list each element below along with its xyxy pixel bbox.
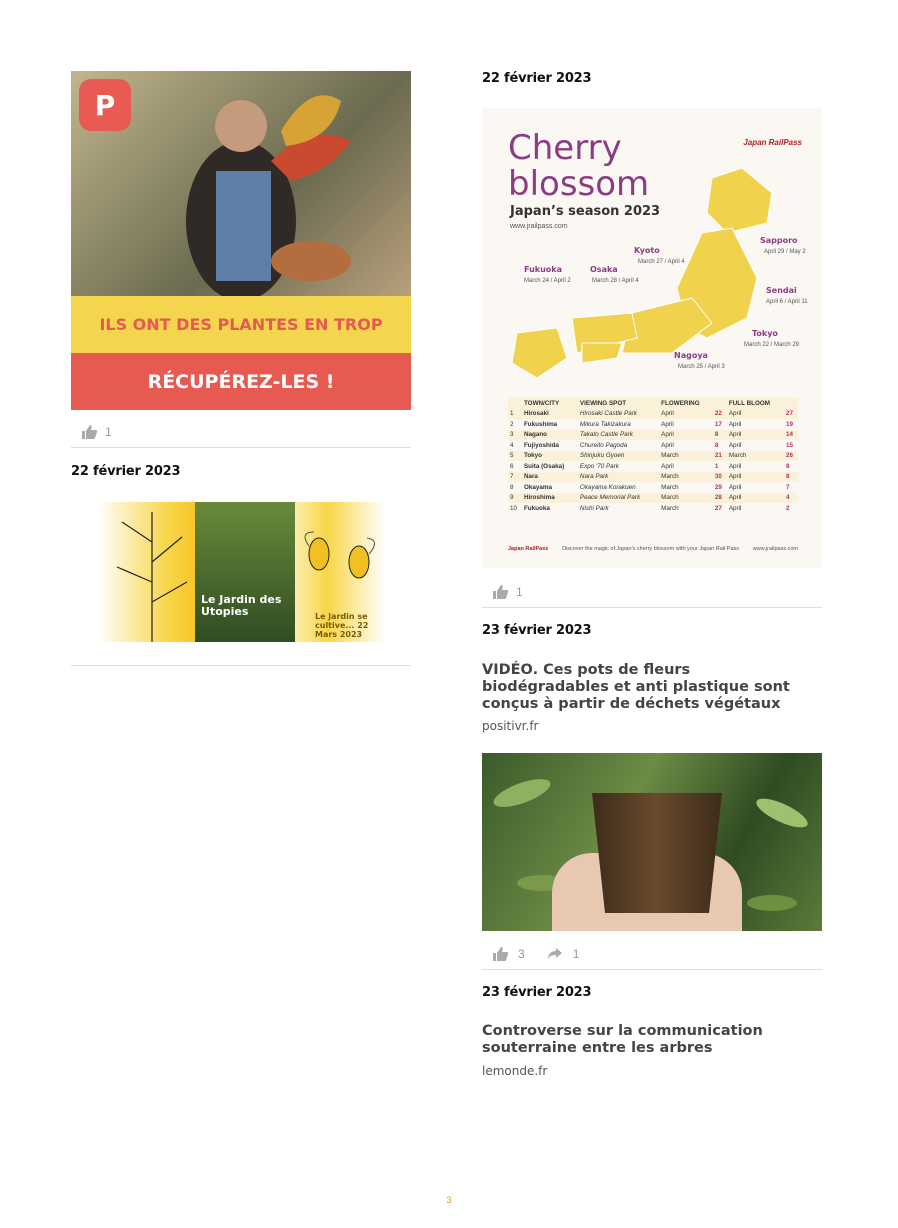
table-cell: April (727, 493, 784, 504)
table-cell: Chureito Pagoda (579, 441, 628, 449)
like-icon[interactable] (492, 947, 508, 961)
table-cell: April (727, 409, 784, 420)
header-cell (508, 398, 522, 409)
table-cell: Hiroshima (522, 493, 578, 504)
city-dates: April 29 / May 2 (764, 249, 806, 255)
table-cell: 27 (714, 504, 722, 512)
table-cell: March (659, 451, 713, 462)
infographic-title: Cherry blossom (508, 128, 650, 204)
table-cell: March (727, 451, 784, 462)
table-cell: Fukuoka (523, 504, 550, 512)
utopies-poster (195, 502, 295, 642)
article-title-link[interactable]: Controverse sur la communication souterraine entre les arbres (482, 1023, 763, 1056)
table-cell: March (661, 504, 679, 512)
table-cell: 8 (714, 441, 719, 449)
pot-reactions (482, 939, 822, 970)
header-cell: VIEWING SPOT (578, 398, 659, 409)
table-cell: Okayama Korakuen (579, 483, 636, 491)
table-cell: 19 (786, 420, 794, 428)
jrailpass-logo: Japan RailPass (743, 138, 802, 147)
header-cell: FLOWERING (659, 398, 713, 409)
table-cell: April (728, 420, 742, 428)
table-row (508, 503, 798, 514)
table-cell: Expo '70 Park (579, 462, 619, 470)
table-cell: Nagano (522, 430, 578, 441)
post-date: 23 février 2023 (482, 985, 592, 1000)
city-nagoya: Nagoya (674, 351, 708, 360)
bloom-table (508, 398, 798, 514)
promo-line-1: ILS ONT DES PLANTES EN TROP (99, 315, 383, 334)
table-cell: 8 (510, 483, 514, 491)
table-cell: 30 (713, 472, 727, 483)
header-cell: TOWN/CITY (522, 398, 578, 409)
table-cell: Suita (Osaka) (523, 462, 565, 470)
header-cell: FULL BLOOM (727, 398, 784, 409)
article-source[interactable]: lemonde.fr (482, 1064, 548, 1078)
table-cell: April (728, 462, 742, 470)
table-row (508, 493, 798, 504)
table-cell: April (661, 462, 674, 470)
table-cell: April (661, 420, 674, 428)
table-cell: March (659, 472, 713, 483)
like-count: 1 (105, 425, 112, 439)
table-cell: 4 (510, 441, 514, 449)
table-cell: Hirosaki Castle Park (578, 409, 659, 420)
table-cell: 27 (784, 409, 798, 420)
article-source[interactable]: positivr.fr (482, 719, 539, 733)
post-date: 23 février 2023 (482, 623, 592, 638)
table-row (508, 430, 798, 441)
footer-text: Discover the magic of Japan’s cherry blossom with your Japan Rail Pass (562, 546, 740, 552)
table-cell: April (661, 441, 674, 449)
city-dates: March 25 / April 3 (678, 364, 725, 370)
promo-banner-bottom (71, 353, 411, 410)
table-cell: 28 (713, 493, 727, 504)
pot (592, 793, 722, 913)
page-number: 3 (446, 1195, 452, 1205)
table-cell: Shinjuku Gyoen (578, 451, 659, 462)
table-cell: 4 (784, 493, 798, 504)
table-cell: 8 (786, 462, 790, 470)
table-cell: 15 (786, 441, 794, 449)
header-cell (784, 398, 798, 409)
city-dates: April 6 / April 11 (766, 299, 808, 305)
article-title-link[interactable]: VIDÉO. Ces pots de fleurs biodégradables et anti plastique sont conçus à partir de déchets végétaux (482, 662, 790, 712)
footer-website: www.jrailpass.com (752, 546, 798, 552)
table-cell: Nishi Park (579, 504, 609, 512)
like-icon[interactable] (81, 425, 97, 439)
jardin-utopies-image[interactable] (97, 502, 385, 642)
table-cell: 14 (784, 430, 798, 441)
table-row (508, 409, 798, 420)
table-cell: 8 (784, 472, 798, 483)
utopies-date: Le jardin se cultive... 22 Mars 2023 (315, 612, 369, 639)
post-date: 22 février 2023 (71, 464, 181, 479)
table-cell: 29 (714, 483, 722, 491)
like-count: 3 (518, 947, 525, 961)
bee-illustration (297, 524, 385, 594)
table-cell: Fukushima (523, 420, 558, 428)
table-cell: Nara (522, 472, 578, 483)
table-cell: April (728, 504, 742, 512)
table-cell: 21 (713, 451, 727, 462)
table-row (508, 472, 798, 483)
table-cell: 9 (508, 493, 522, 504)
infographic-subtitle: Japan’s season 2023 (510, 204, 661, 219)
like-icon[interactable] (492, 585, 508, 599)
footer-brand: Japan RailPass (508, 546, 549, 552)
city-dates: March 28 / April 4 (592, 278, 639, 284)
table-row (508, 482, 798, 493)
infographic-footer (508, 546, 798, 552)
table-cell: 22 (713, 409, 727, 420)
table-cell: 26 (784, 451, 798, 462)
like-count: 1 (516, 585, 523, 599)
table-cell: Hirosaki (522, 409, 578, 420)
table-cell: Tokyo (522, 451, 578, 462)
city-tokyo: Tokyo (752, 329, 778, 338)
table-cell: April (727, 430, 784, 441)
share-count: 1 (572, 947, 580, 961)
city-dates: March 27 / April 4 (638, 259, 685, 265)
city-osaka: Osaka (590, 265, 618, 274)
table-row (508, 419, 798, 430)
table-cell: Fujiyoshida (523, 441, 559, 449)
biodegradable-pot-photo[interactable] (482, 753, 822, 931)
table-cell: 6 (510, 462, 514, 470)
positivr-logo: P (79, 79, 131, 131)
header-cell (713, 398, 727, 409)
table-cell: March (659, 493, 713, 504)
table-cell: March (661, 483, 679, 491)
city-dates: March 24 / April 2 (524, 278, 571, 284)
table-cell: April (728, 441, 742, 449)
table-cell: 3 (508, 430, 522, 441)
table-header-row (508, 398, 798, 409)
table-cell: 2 (786, 504, 790, 512)
table-cell: Nara Park (578, 472, 659, 483)
city-kyoto: Kyoto (634, 246, 660, 255)
table-row (508, 440, 798, 451)
table-cell: Mikura Takizakura (579, 420, 631, 428)
table-cell: Takato Castle Park (578, 430, 659, 441)
city-sapporo: Sapporo (760, 236, 798, 245)
table-cell: 5 (508, 451, 522, 462)
city-dates: March 22 / March 29 (744, 342, 800, 348)
cherry-reactions (482, 577, 822, 608)
table-cell: Peace Memorial Park (578, 493, 659, 504)
city-fukuoka: Fukuoka (524, 265, 562, 274)
table-cell: 7 (508, 472, 522, 483)
table-row (508, 461, 798, 472)
table-row (508, 451, 798, 462)
cherry-blossom-infographic[interactable] (482, 108, 822, 568)
promo-banner-top (71, 296, 411, 353)
promo-image[interactable] (71, 71, 411, 410)
share-icon[interactable] (547, 947, 563, 961)
table-cell: 17 (714, 420, 722, 428)
table-cell: April (659, 409, 713, 420)
table-cell: April (727, 472, 784, 483)
table-cell: 7 (786, 483, 790, 491)
post-date: 22 février 2023 (482, 71, 592, 86)
utopies-title: Le Jardin des Utopies (201, 593, 282, 618)
table-cell: 8 (713, 430, 727, 441)
promo-reactions (71, 417, 411, 448)
city-sendai: Sendai (766, 286, 797, 295)
table-cell: 1 (508, 409, 522, 420)
table-cell: 2 (510, 420, 514, 428)
promo-line-2: RÉCUPÉREZ-LES ! (147, 370, 335, 393)
plant-sketch (102, 502, 197, 642)
divider (71, 665, 411, 666)
table-cell: 1 (714, 462, 719, 470)
infographic-website: www.jrailpass.com (510, 223, 568, 230)
table-cell: Okayama (523, 483, 552, 491)
table-cell: April (659, 430, 713, 441)
table-cell: April (728, 483, 742, 491)
table-cell: 10 (510, 504, 518, 512)
